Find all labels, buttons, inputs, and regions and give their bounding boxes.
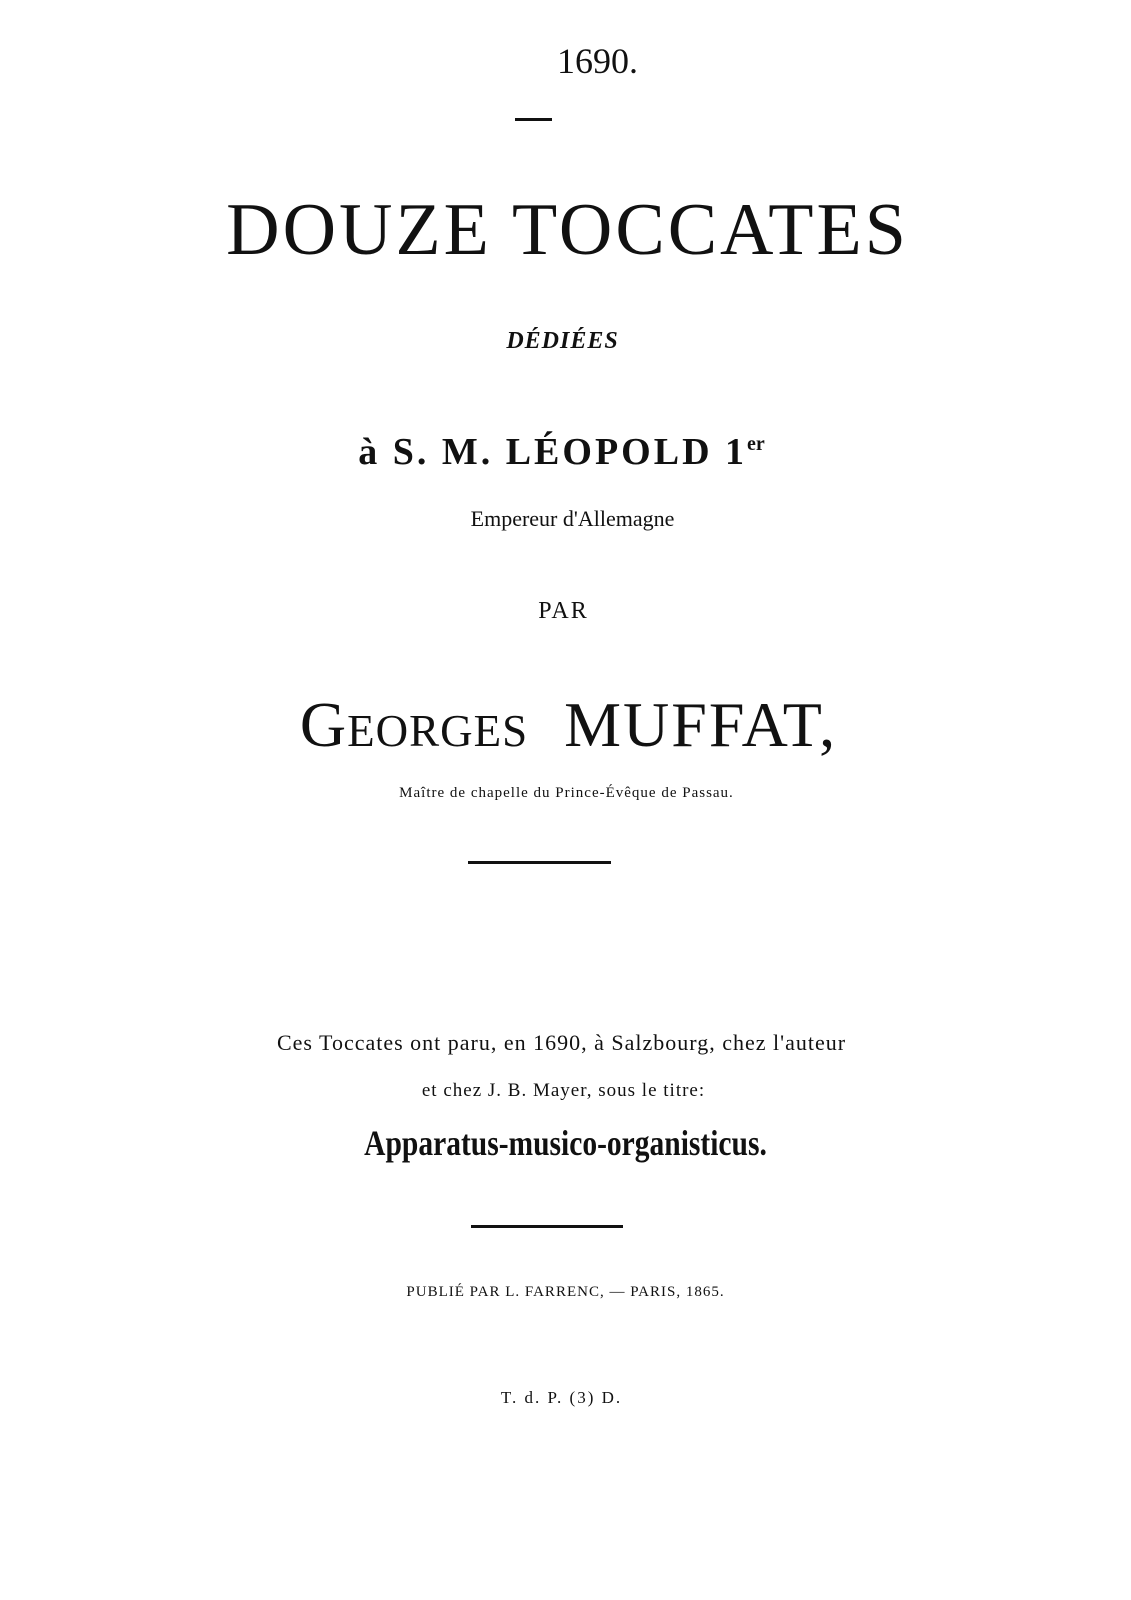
composer-name [3, 688, 1131, 762]
divider-rule [471, 1225, 623, 1228]
edition-mark: T. d. P. (3) D. [500, 1388, 623, 1407]
publisher-line: PUBLIÉ PAR L. FARRENC, — PARIS, 1865. [406, 1284, 725, 1300]
dedicatee-line [0, 430, 1127, 474]
dedicatee-title: Empereur d'Allemagne [470, 506, 675, 531]
work-title: Apparatus-musico-organisticus. [364, 1123, 767, 1163]
composer-role: Maître de chapelle du Prince-Évêque de Passau. [399, 785, 734, 801]
publication-year: 1690. [557, 41, 638, 81]
top-dash-rule [515, 118, 552, 121]
composer-last-name: MUFFAT, [564, 689, 838, 760]
dedicatee-name: à S. M. LÉOPOLD 1 [358, 431, 748, 473]
publication-note-line-1: Ces Toccates ont paru, en 1690, à Salzbourg, chez l'auteur [276, 1030, 847, 1055]
dedicatee-ordinal: er [747, 433, 765, 455]
composer-first-name: Georges [299, 689, 529, 760]
divider-rule [468, 861, 611, 864]
by-word: PAR [538, 598, 589, 624]
main-title: DOUZE TOCCATES [226, 189, 909, 271]
publication-note-line-2: et chez J. B. Mayer, sous le titre: [421, 1080, 706, 1101]
dedication-word: DÉDIÉES [506, 328, 619, 354]
